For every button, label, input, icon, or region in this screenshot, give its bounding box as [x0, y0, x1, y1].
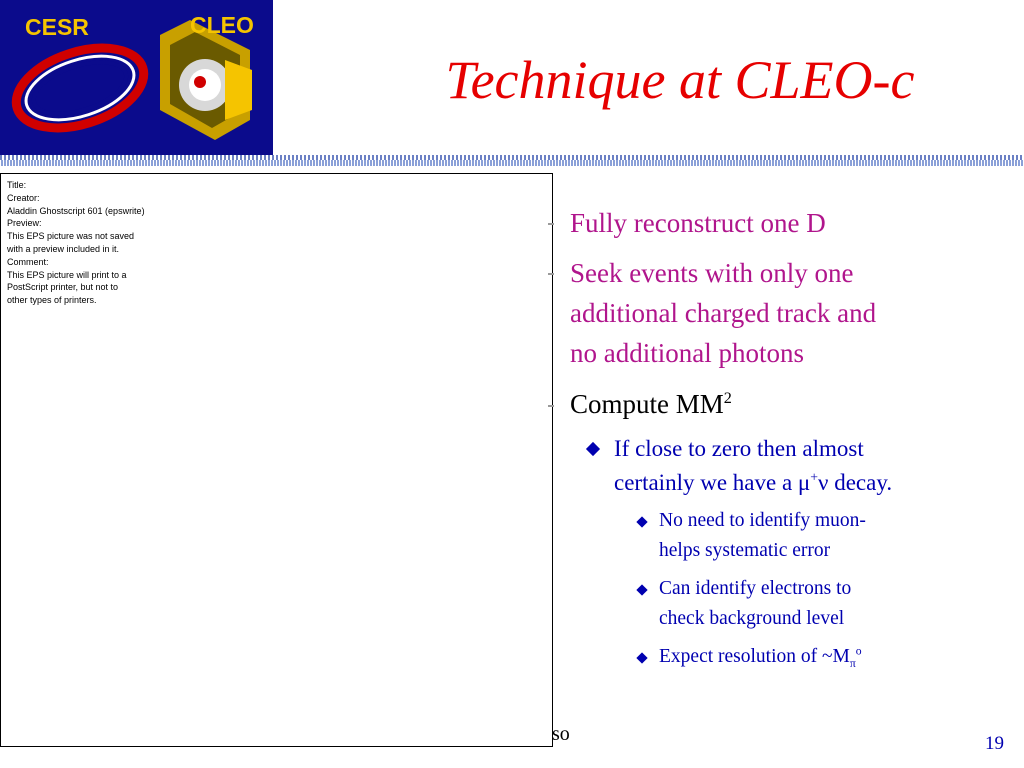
- subsub-bullet-resolution: [659, 642, 979, 672]
- eps-line: This EPS picture was not saved: [7, 231, 135, 242]
- bullet-seek-events: [570, 253, 1000, 373]
- subscript: π: [849, 656, 856, 670]
- text-fragment: certainly we have a: [614, 470, 798, 495]
- eps-line: PostScript printer, but not to: [7, 282, 119, 293]
- bullet-text: additional charged track and: [570, 298, 877, 328]
- superscript: 2: [723, 389, 732, 407]
- superscript: +: [810, 469, 819, 485]
- eps-line: Comment:: [7, 256, 49, 267]
- eps-placeholder-box: [0, 173, 553, 747]
- eps-line: This EPS picture will print to a: [7, 269, 127, 280]
- text-fragment: decay.: [828, 470, 893, 495]
- bullet-text: check background level: [659, 608, 845, 629]
- cesr-logo-label: CESR: [25, 14, 89, 40]
- bullet-text-line: [614, 466, 994, 500]
- bullet-text: No need to identify muon-: [659, 510, 866, 531]
- subsub-bullet-muon: [659, 506, 979, 566]
- cleo-logo-label: CLEO: [190, 12, 254, 38]
- nu-symbol: ν: [818, 470, 829, 495]
- superscript: o: [855, 644, 862, 658]
- bullet-marker: [548, 223, 554, 225]
- eps-line: other types of printers.: [7, 295, 97, 306]
- sub-bullet-close-to-zero: [614, 432, 994, 500]
- eps-line: with a preview included in it.: [7, 243, 120, 254]
- bullet-text: helps systematic error: [659, 540, 831, 561]
- bullet-text: no additional photons: [570, 338, 804, 368]
- bullet-text: If close to zero then almost: [614, 436, 864, 461]
- footer-fragment: so: [552, 723, 570, 745]
- diamond-bullet-icon: [636, 652, 647, 663]
- subsub-bullet-electrons: [659, 574, 979, 634]
- page-number: 19: [985, 733, 1004, 754]
- bullet-fully-reconstruct: [570, 203, 1000, 243]
- eps-line: Aladdin Ghostscript 601 (epswrite): [7, 205, 145, 216]
- bullet-marker: [548, 273, 554, 275]
- cesr-cleo-logo: [0, 0, 273, 157]
- diamond-bullet-icon: [636, 584, 647, 595]
- eps-line: Creator:: [7, 192, 40, 203]
- bullet-text: Expect resolution of ~M: [659, 646, 850, 667]
- bullet-text: Can identify electrons to: [659, 578, 852, 599]
- mu-symbol: μ: [797, 470, 811, 495]
- header-divider-lower: [0, 160, 1024, 166]
- bullet-marker: [548, 405, 554, 407]
- diamond-bullet-icon: [636, 516, 647, 527]
- bullet-text: Compute MM: [570, 389, 724, 419]
- eps-line: Preview:: [7, 218, 42, 229]
- slide-title: Technique at CLEO-c: [445, 50, 915, 110]
- diamond-bullet-icon: [586, 442, 600, 456]
- eps-line: Title:: [7, 180, 27, 190]
- bullet-compute-mm2: [570, 384, 1000, 424]
- bullet-text: Seek events with only one: [570, 258, 854, 288]
- bullet-text: Fully reconstruct one D: [570, 208, 826, 238]
